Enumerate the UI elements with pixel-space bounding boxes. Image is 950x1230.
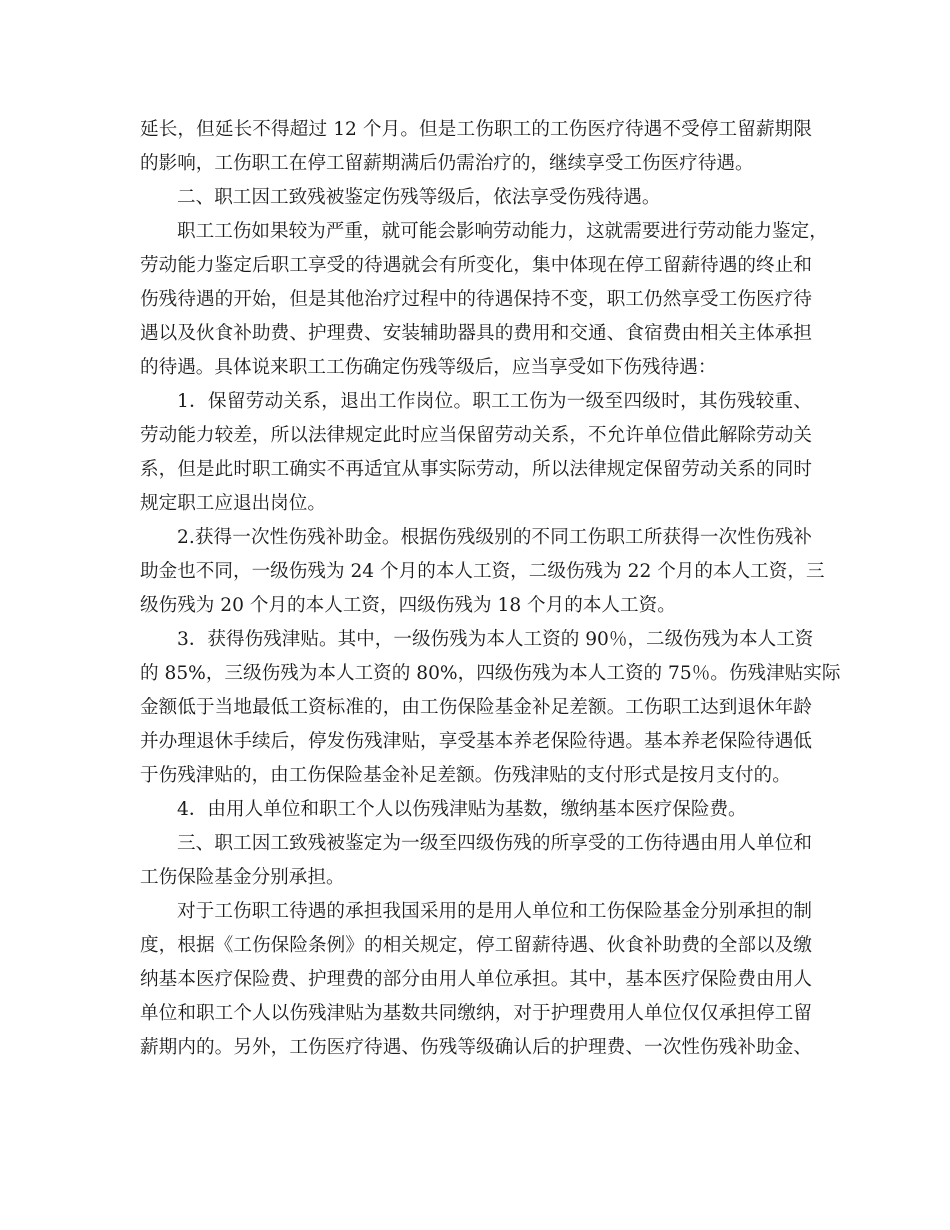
text-line: 职工工伤如果较为严重，就可能会影响劳动能力，这就需要进行劳动能力鉴定，	[177, 221, 828, 242]
text-line: 并办理退休手续后，停发伤残津贴，享受基本养老保险待遇。基本养老保险待遇低	[140, 731, 812, 752]
text-line: 系，但是此时职工确实不再适宜从事实际劳动，所以法律规定保留劳动关系的同时	[140, 459, 812, 480]
text-line: 遇以及伙食补助费、护理费、安装辅助器具的费用和交通、食宿费由相关主体承担	[140, 323, 812, 344]
text-line: 二、职工因工致残被鉴定伤残等级后，依法享受伤残待遇。	[177, 187, 661, 208]
text-line: 2.获得一次性伤残补助金。根据伤残级别的不同工伤职工所获得一次性伤残补	[177, 527, 812, 548]
text-line: 1．保留劳动关系，退出工作岗位。职工工伤为一级至四级时，其伤残较重、	[177, 391, 812, 412]
text-line: 劳动能力鉴定后职工享受的待遇就会有所变化，集中体现在停工留薪待遇的终止和	[140, 255, 812, 276]
text-line: 三、职工因工致残被鉴定为一级至四级伤残的所享受的工伤待遇由用人单位和	[177, 833, 812, 854]
text-line: 助金也不同，一级伤残为 24 个月的本人工资，二级伤残为 22 个月的本人工资，三	[140, 561, 825, 582]
document-body-text	[140, 113, 841, 1065]
text-line: 延长，但延长不得超过 12 个月。但是工伤职工的工伤医疗待遇不受停工留薪期限	[140, 119, 812, 140]
text-line: 3．获得伤残津贴。其中，一级伤残为本人工资的 90％，二级伤残为本人工资	[177, 629, 814, 650]
text-line: 劳动能力较差，所以法律规定此时应当保留劳动关系，不允许单位借此解除劳动关	[140, 425, 812, 446]
text-line: 的 85%，三级伤残为本人工资的 80%，四级伤残为本人工资的 75％。伤残津贴实际	[140, 663, 841, 684]
text-line: 伤残待遇的开始，但是其他治疗过程中的待遇保持不变，职工仍然享受工伤医疗待	[140, 289, 812, 310]
text-line: 薪期内的。另外，工伤医疗待遇、伤残等级确认后的护理费、一次性伤残补助金、	[140, 1037, 812, 1058]
text-line: 规定职工应退出岗位。	[140, 493, 326, 514]
text-line: 单位和职工个人以伤残津贴为基数共同缴纳，对于护理费用人单位仅仅承担停工留	[140, 1003, 812, 1024]
text-line: 4．由用人单位和职工个人以伤残津贴为基数，缴纳基本医疗保险费。	[177, 799, 747, 820]
text-line: 对于工伤职工待遇的承担我国采用的是用人单位和工伤保险基金分别承担的制	[177, 901, 812, 922]
text-line: 于伤残津贴的，由工伤保险基金补足差额。伤残津贴的支付形式是按月支付的。	[140, 765, 791, 786]
text-line: 纳基本医疗保险费、护理费的部分由用人单位承担。其中，基本医疗保险费由用人	[140, 969, 812, 990]
text-line: 级伤残为 20 个月的本人工资，四级伤残为 18 个月的本人工资。	[140, 595, 676, 616]
text-line: 的待遇。具体说来职工工伤确定伤残等级后，应当享受如下伤残待遇：	[140, 357, 717, 378]
text-line: 金额低于当地最低工资标准的，由工伤保险基金补足差额。工伤职工达到退休年龄	[140, 697, 812, 718]
text-line: 的影响，工伤职工在停工留薪期满后仍需治疗的，继续享受工伤医疗待遇。	[140, 153, 754, 174]
text-line: 工伤保险基金分别承担。	[140, 867, 345, 888]
text-line: 度，根据《工伤保险条例》的相关规定，停工留薪待遇、伙食补助费的全部以及缴	[140, 935, 812, 956]
